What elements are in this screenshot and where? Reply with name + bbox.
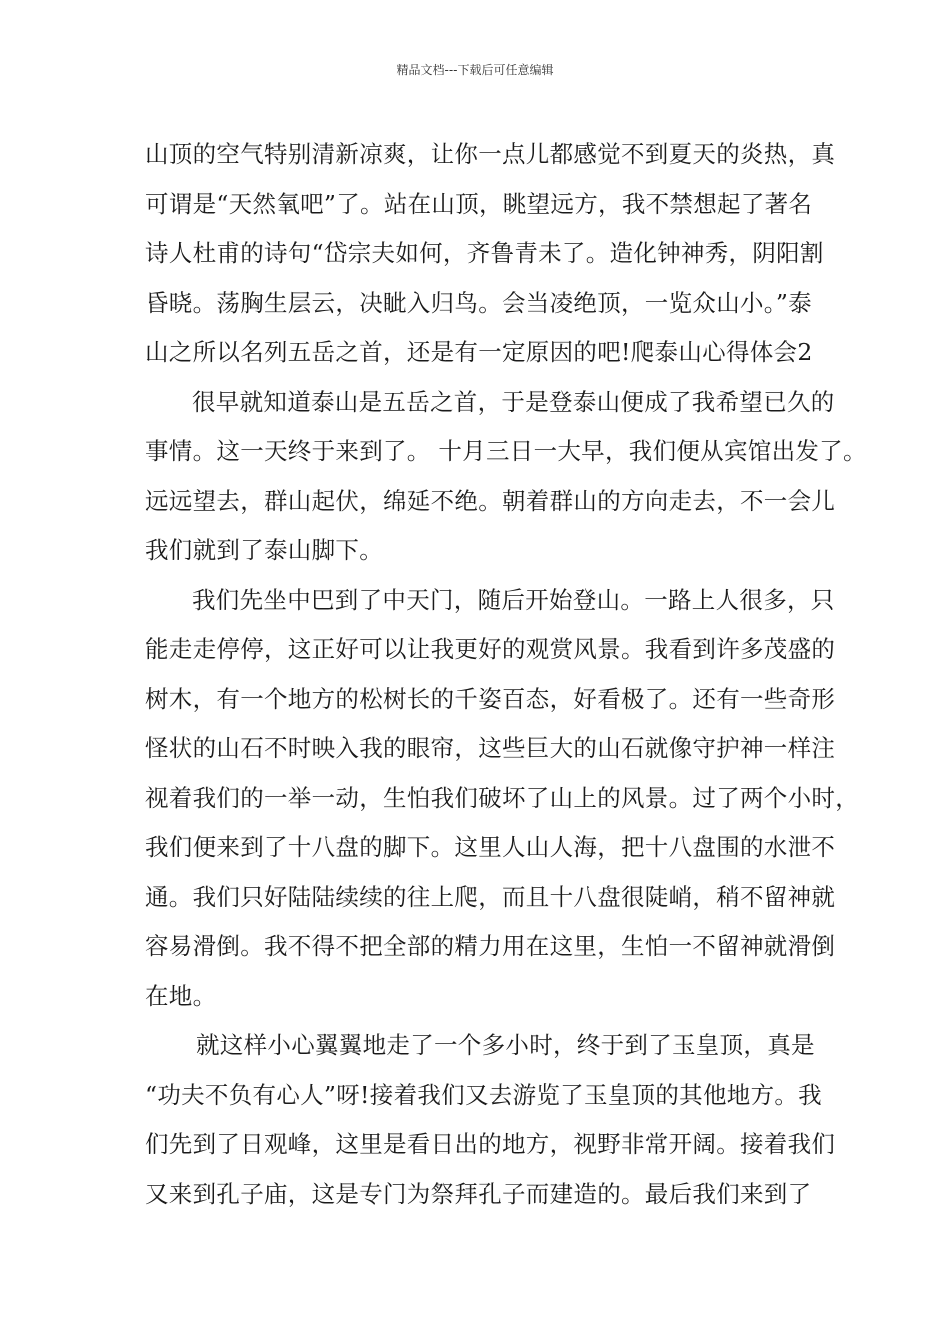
text-line: 事情。这一天终于来到了。 十月三日一大早，我们便从宾馆出发了。 (145, 437, 867, 465)
text-line: 山顶的空气特别清新凉爽，让你一点儿都感觉不到夏天的炎热，真 (145, 140, 836, 168)
text-line: 又来到孔子庙，这是专门为祭拜孔子而建造的。最后我们来到了 (145, 1179, 812, 1208)
text-line: 昏晓。荡胸生层云，决眦入归鸟。会当凌绝顶，一览众山小。”泰 (145, 288, 812, 317)
text-line: 山之所以名列五岳之首，还是有一定原因的吧!爬泰山心得体会2 (145, 338, 813, 366)
text-line: 视着我们的一举一动，生怕我们破坏了山上的风景。过了两个小时， (145, 783, 859, 812)
paragraph-start-line: 我们先坐中巴到了中天门，随后开始登山。一路上人很多，只 (192, 585, 835, 614)
page-header: 精品文档---下载后可任意编辑 (396, 63, 554, 77)
text-line: 我们就到了泰山脚下。 (145, 536, 383, 564)
text-line: 诗人杜甫的诗句“岱宗夫如何，齐鲁青未了。造化钟神秀，阴阳割 (145, 239, 824, 267)
text-line: 能走走停停，这正好可以让我更好的观赏风景。我看到许多茂盛的 (145, 635, 836, 663)
text-line: 我们便来到了十八盘的脚下。这里人山人海，把十八盘围的水泄不 (145, 833, 836, 861)
text-line: 容易滑倒。我不得不把全部的精力用在这里，生怕一不留神就滑倒 (145, 932, 836, 960)
text-line: “功夫不负有心人”呀!接着我们又去游览了玉皇顶的其他地方。我 (145, 1080, 822, 1109)
text-line: 通。我们只好陆陆续续的往上爬，而且十八盘很陡峭，稍不留神就 (145, 882, 836, 911)
text-line: 可谓是“天然氧吧”了。站在山顶，眺望远方，我不禁想起了著名 (145, 189, 813, 218)
text-line: 在地。 (145, 981, 217, 1010)
text-line: 树木，有一个地方的松树长的千姿百态，好看极了。还有一些奇形 (145, 684, 836, 713)
text-line: 们先到了日观峰，这里是看日出的地方，视野非常开阔。接着我们 (145, 1130, 836, 1158)
text-line: 怪状的山石不时映入我的眼帘，这些巨大的山石就像守护神一样注 (145, 734, 836, 762)
paragraph-start-line: 就这样小心翼翼地走了一个多小时，终于到了玉皇顶，真是 (196, 1031, 815, 1059)
document-body (145, 130, 867, 1219)
text-line: 远远望去，群山起伏，绵延不绝。朝着群山的方向走去，不一会儿 (145, 486, 836, 515)
paragraph-start-line: 很早就知道泰山是五岳之首，于是登泰山便成了我希望已久的 (192, 387, 835, 416)
